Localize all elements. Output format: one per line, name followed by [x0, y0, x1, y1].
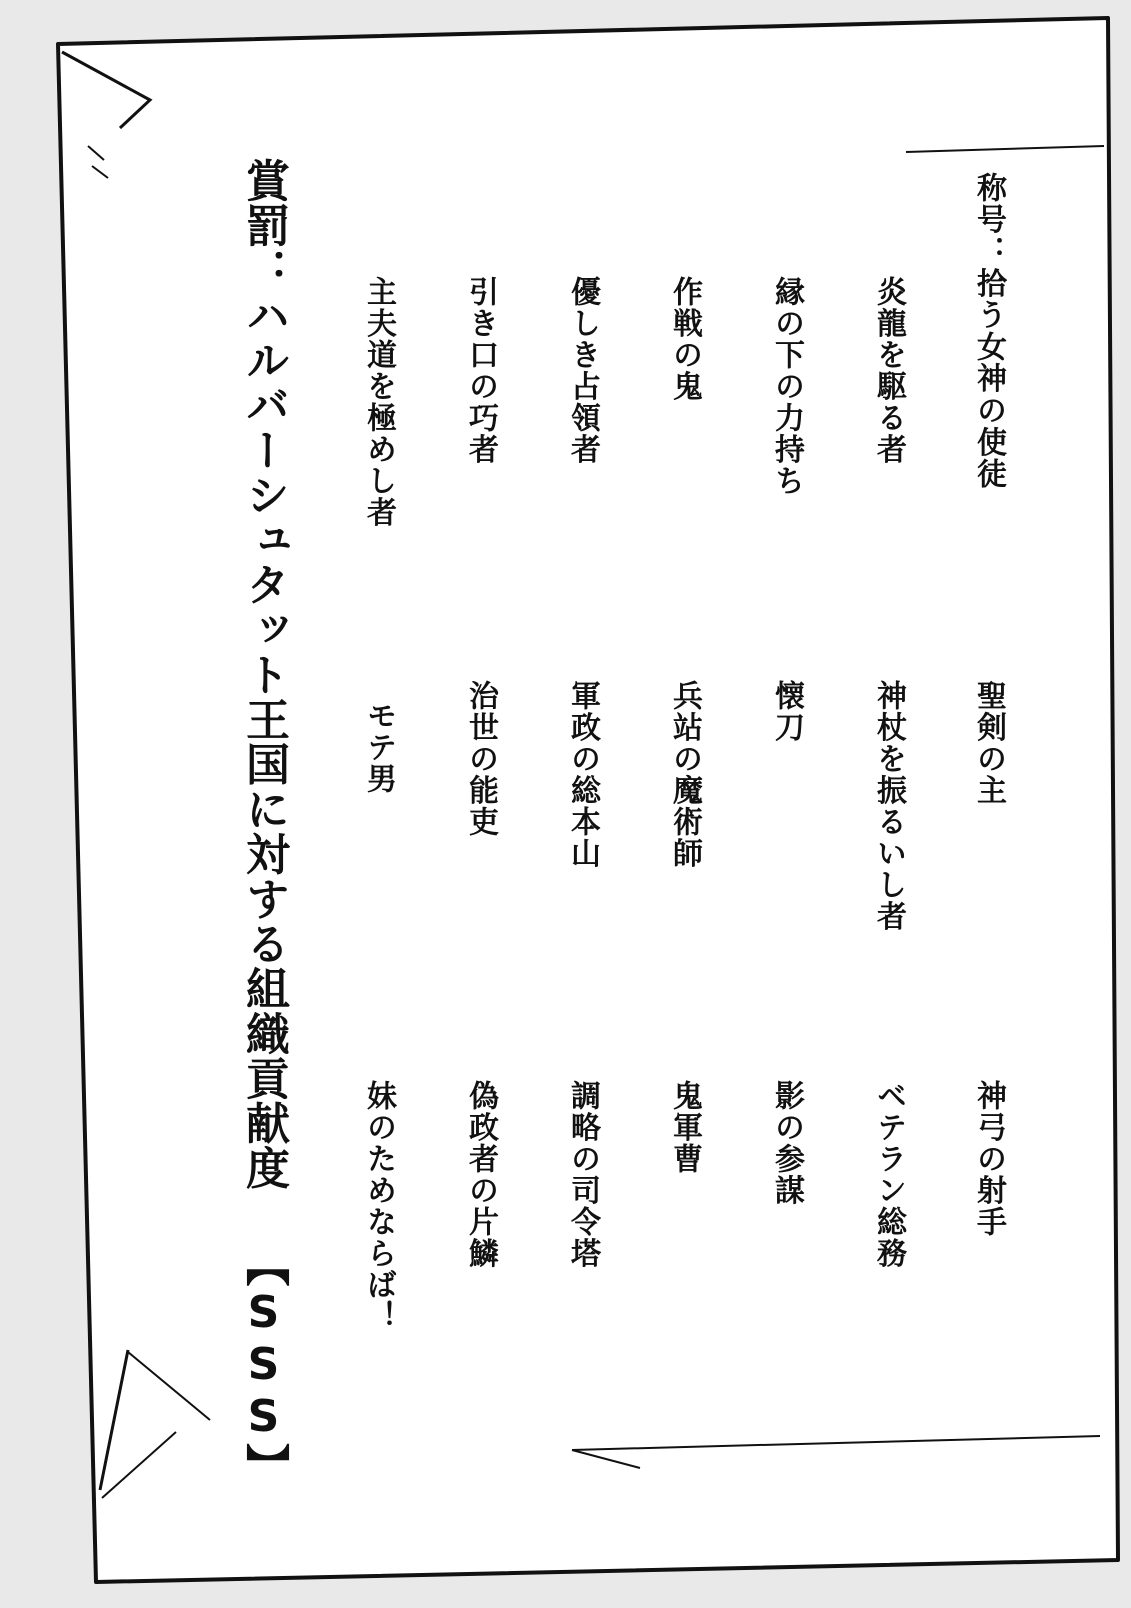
title-entry-2-1: 縁の下の力持ち [769, 276, 804, 497]
title-entry-6-1: 主夫道を極めし者 [361, 276, 396, 528]
title-entry-2-3: 影の参謀 [769, 1080, 804, 1206]
title-entry-6-2: モテ男 [361, 700, 396, 795]
title-entry-5-2: 治世の能吏 [463, 680, 498, 838]
title-entry-3-3: 鬼軍曹 [667, 1080, 702, 1175]
title-entry-3-2: 兵站の魔術師 [667, 680, 702, 869]
title-entry-seiken: 聖剣の主 [971, 680, 1006, 806]
title-entry-1-1: 炎龍を駆る者 [871, 276, 906, 465]
title-entry-1-3: ベテラン総務 [871, 1080, 906, 1269]
title-entry-4-2: 軍政の総本山 [565, 680, 600, 869]
title-entry-shinkyu: 神弓の射手 [971, 1080, 1006, 1238]
title-entry-3-1: 作戦の鬼 [667, 276, 702, 402]
page-title: 称号：拾う女神の使徒 [971, 172, 1006, 490]
title-entry-1-2: 神杖を振るいし者 [871, 680, 906, 932]
title-entry-4-1: 優しき占領者 [565, 276, 600, 465]
title-entry-4-3: 調略の司令塔 [565, 1080, 600, 1269]
title-entry-6-3: 妹のためならば！ [361, 1080, 396, 1332]
reward-penalty-title: 賞罰：ハルバーシュタット王国に対する組織貢献度 【SSS】 [238, 158, 289, 1488]
title-entry-5-1: 引き口の巧者 [463, 276, 498, 465]
title-entry-2-2: 懐刀 [769, 680, 804, 743]
title-entry-5-3: 偽政者の片鱗 [463, 1080, 498, 1269]
